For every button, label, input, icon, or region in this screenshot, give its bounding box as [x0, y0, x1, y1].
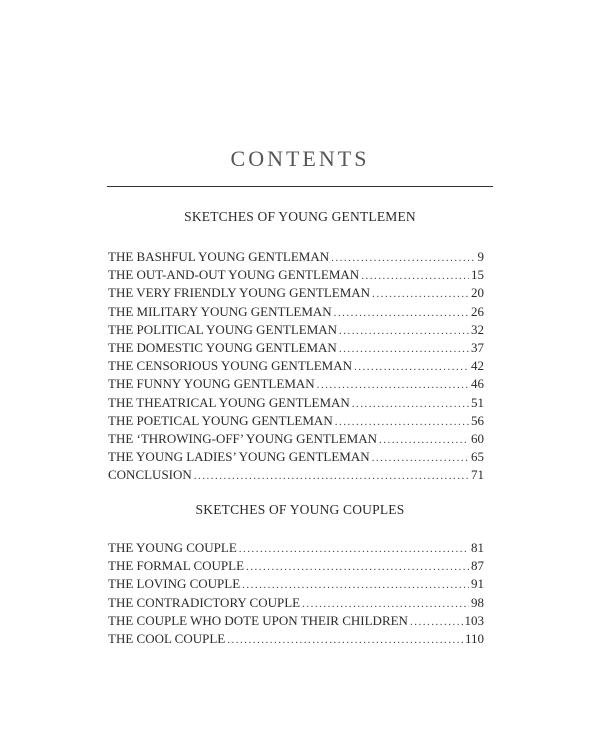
dot-leader: [352, 395, 469, 412]
toc-list-gentlemen: [108, 248, 484, 484]
dot-leader: [194, 467, 469, 484]
toc-entry: [108, 594, 484, 612]
toc-entry-title: THE CENSORIOUS YOUNG GENTLEMAN: [108, 358, 352, 374]
toc-entry: [108, 303, 484, 321]
toc-entry-page-number: 81: [471, 540, 484, 555]
toc-entry-page-number: 42: [471, 358, 484, 374]
dot-leader: [331, 249, 475, 266]
toc-entry-title: THE BASHFUL YOUNG GENTLEMAN: [108, 249, 330, 264]
toc-entry-title: CONCLUSION: [108, 467, 192, 483]
toc-entry: [108, 612, 484, 630]
toc-entry-title: THE OUT-AND-OUT YOUNG GENTLEMAN: [108, 267, 360, 283]
toc-entry-page-number: 65: [471, 449, 484, 465]
toc-entry-page-number: 9: [477, 249, 484, 264]
toc-entry-page-number: 32: [471, 321, 484, 337]
toc-entry: [108, 448, 484, 466]
dot-leader: [361, 267, 469, 284]
toc-entry-title: THE FORMAL COUPLE: [108, 558, 245, 574]
toc-entry-title: THE VERY FRIENDLY YOUNG GENTLEMAN: [108, 285, 371, 301]
dot-leader: [239, 540, 469, 557]
toc-entry-title: THE LOVING COUPLE: [108, 576, 241, 592]
toc-entry: [108, 248, 484, 266]
toc-entry: [108, 466, 484, 484]
toc-entry: [108, 630, 484, 648]
toc-entry-page-number: 98: [471, 594, 484, 610]
toc-entry-page-number: 60: [471, 430, 484, 446]
dot-leader: [246, 558, 469, 575]
toc-entry-page-number: 110: [464, 630, 484, 646]
section-heading-gentlemen: SKETCHES OF YOUNG GENTLEMEN: [184, 209, 416, 224]
toc-entry-page-number: 37: [471, 339, 484, 355]
toc-entry-title: THE YOUNG COUPLE: [108, 540, 237, 555]
toc-entry: [108, 557, 484, 575]
page-title: CONTENTS: [230, 146, 370, 171]
toc-entry-title: THE MILITARY YOUNG GENTLEMAN: [108, 303, 332, 319]
toc-entry-page-number: 91: [471, 576, 484, 592]
toc-entry-title: THE FUNNY YOUNG GENTLEMAN: [108, 376, 315, 392]
toc-entry-page-number: 71: [471, 467, 484, 483]
dot-leader: [354, 358, 469, 375]
dot-leader: [339, 340, 469, 357]
toc-entry: [108, 339, 484, 357]
toc-entry-title: THE DOMESTIC YOUNG GENTLEMAN: [108, 339, 337, 355]
toc-entry-page-number: 15: [471, 267, 484, 283]
toc-entry-title: THE THEATRICAL YOUNG GENTLEMAN: [108, 394, 350, 410]
toc-entry-title: THE YOUNG LADIES’ YOUNG GENTLEMAN: [108, 449, 370, 465]
toc-entry-title: THE COUPLE WHO DOTE UPON THEIR CHILDREN: [108, 612, 408, 628]
toc-entry-title: THE ‘THROWING-OFF’ YOUNG GENTLEMAN: [108, 430, 377, 446]
toc-entry-page-number: 51: [471, 394, 484, 410]
section-heading-couples: SKETCHES OF YOUNG COUPLES: [195, 502, 405, 517]
toc-entry: [108, 375, 484, 393]
toc-entry-page-number: 26: [471, 303, 484, 319]
dot-leader: [335, 413, 469, 430]
toc-entry: [108, 284, 484, 302]
toc-entry: [108, 430, 484, 448]
toc-entry: [108, 412, 484, 430]
dot-leader: [302, 595, 469, 612]
dot-leader: [410, 613, 463, 630]
toc-entry-title: THE CONTRADICTORY COUPLE: [108, 594, 301, 610]
dot-leader: [334, 304, 469, 321]
toc-entry-page-number: 56: [471, 412, 484, 428]
dot-leader: [317, 376, 469, 393]
toc-entry-page-number: 103: [464, 612, 484, 628]
toc-entry: [108, 539, 484, 557]
toc-entry-title: THE POLITICAL YOUNG GENTLEMAN: [108, 321, 338, 337]
toc-entry: [108, 321, 484, 339]
toc-entry: [108, 266, 484, 284]
title-divider: [107, 186, 493, 187]
dot-leader: [227, 631, 463, 648]
dot-leader: [372, 449, 469, 466]
toc-entry: [108, 575, 484, 593]
toc-entry-title: THE POETICAL YOUNG GENTLEMAN: [108, 412, 333, 428]
toc-entry-page-number: 87: [471, 558, 484, 574]
toc-entry: [108, 394, 484, 412]
toc-entry-page-number: 46: [471, 376, 484, 392]
dot-leader: [379, 431, 469, 448]
toc-entry: [108, 357, 484, 375]
toc-entry-title: THE COOL COUPLE: [108, 630, 226, 646]
dot-leader: [242, 576, 469, 593]
dot-leader: [372, 285, 469, 302]
toc-entry-page-number: 20: [471, 285, 484, 301]
dot-leader: [339, 322, 469, 339]
toc-list-couples: [108, 539, 484, 648]
